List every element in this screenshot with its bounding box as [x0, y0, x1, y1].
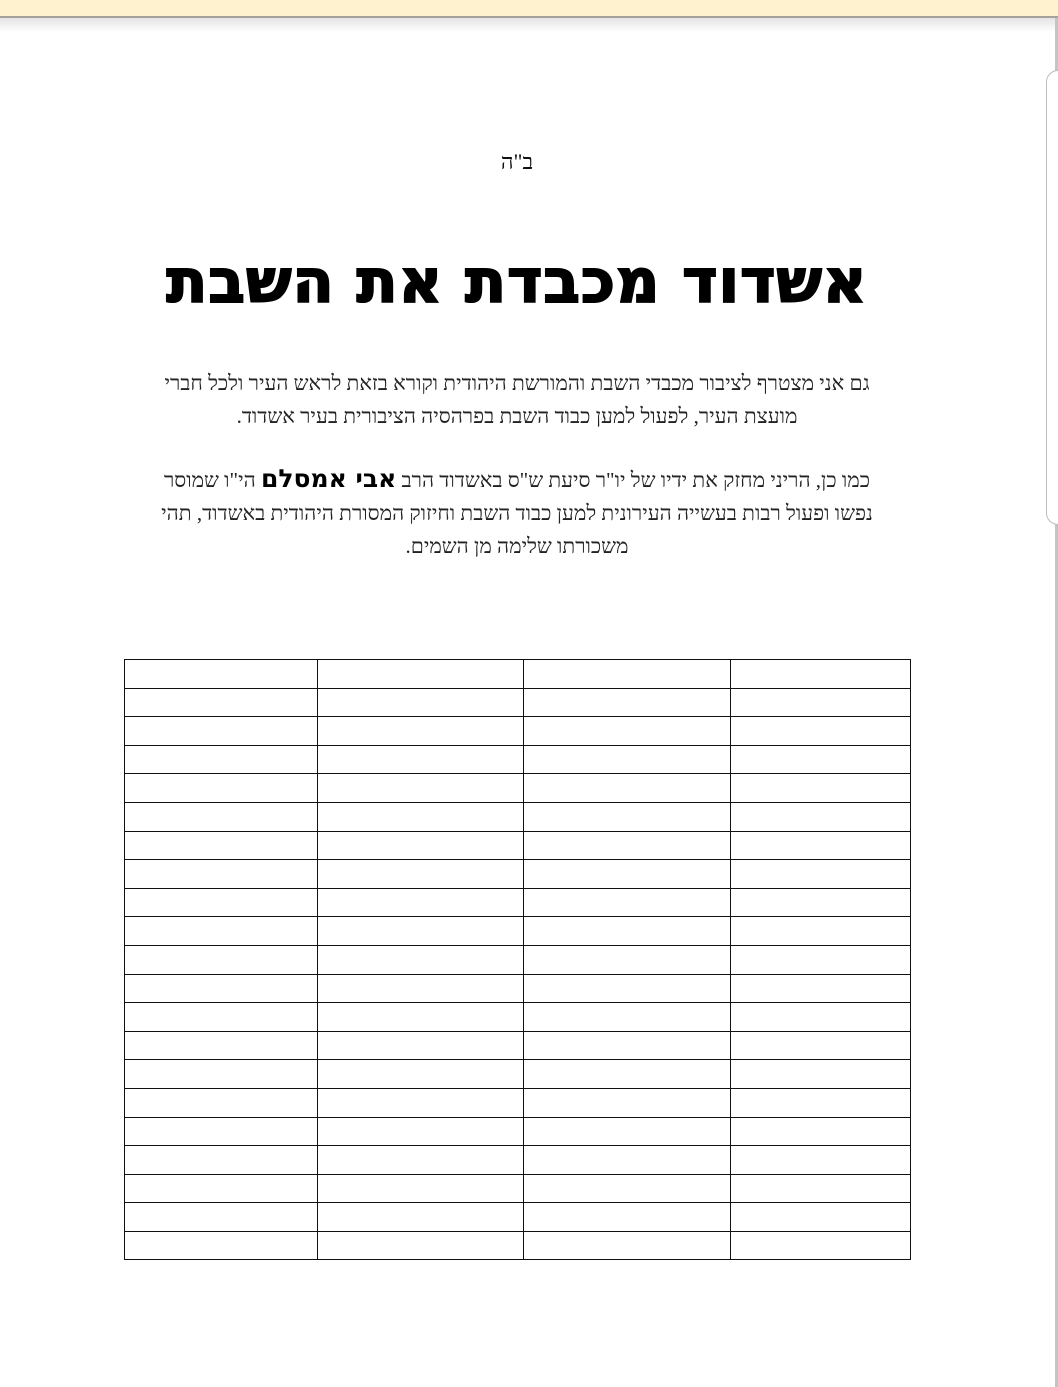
signature-cell[interactable] — [731, 945, 911, 974]
signature-cell[interactable] — [125, 802, 318, 831]
signature-cell[interactable] — [524, 1203, 731, 1232]
table-row — [125, 774, 911, 803]
signature-cell[interactable] — [524, 1231, 731, 1260]
scrollbar-thumb[interactable] — [1046, 70, 1058, 525]
signature-cell[interactable] — [318, 1117, 524, 1146]
table-row — [125, 860, 911, 889]
signature-cell[interactable] — [318, 1146, 524, 1175]
table-row — [125, 974, 911, 1003]
signature-cell[interactable] — [318, 1060, 524, 1089]
signature-cell[interactable] — [731, 802, 911, 831]
signature-cell[interactable] — [318, 1174, 524, 1203]
table-row — [125, 745, 911, 774]
signature-cell[interactable] — [318, 1088, 524, 1117]
signature-cell[interactable] — [125, 1003, 318, 1032]
signature-cell[interactable] — [318, 1031, 524, 1060]
table-row — [125, 1174, 911, 1203]
signature-cell[interactable] — [125, 860, 318, 889]
signature-cell[interactable] — [524, 860, 731, 889]
signature-cell[interactable] — [125, 1146, 318, 1175]
signature-cell[interactable] — [524, 974, 731, 1003]
signature-cell[interactable] — [318, 774, 524, 803]
signature-cell[interactable] — [318, 1003, 524, 1032]
signature-cell[interactable] — [125, 1203, 318, 1232]
signature-cell[interactable] — [524, 917, 731, 946]
signature-cell[interactable] — [125, 745, 318, 774]
signature-cell[interactable] — [125, 1088, 318, 1117]
signature-cell[interactable] — [731, 1203, 911, 1232]
signature-cell[interactable] — [731, 660, 911, 689]
signature-cell[interactable] — [125, 1117, 318, 1146]
signature-cell[interactable] — [731, 1088, 911, 1117]
signature-cell[interactable] — [125, 660, 318, 689]
table-row — [125, 888, 911, 917]
signature-cell[interactable] — [318, 945, 524, 974]
signature-cell[interactable] — [731, 1146, 911, 1175]
signature-cell[interactable] — [524, 1088, 731, 1117]
signature-cell[interactable] — [524, 717, 731, 746]
table-row — [125, 1117, 911, 1146]
signature-cell[interactable] — [731, 831, 911, 860]
signature-cell[interactable] — [524, 774, 731, 803]
table-row — [125, 1231, 911, 1260]
table-row — [125, 660, 911, 689]
signature-cell[interactable] — [125, 1031, 318, 1060]
signature-cell[interactable] — [125, 1231, 318, 1260]
signature-cell[interactable] — [125, 888, 318, 917]
signature-cell[interactable] — [125, 774, 318, 803]
signature-cell[interactable] — [731, 1060, 911, 1089]
signature-cell[interactable] — [318, 831, 524, 860]
signature-cell[interactable] — [318, 745, 524, 774]
signature-cell[interactable] — [125, 974, 318, 1003]
signature-cell[interactable] — [524, 1174, 731, 1203]
signature-cell[interactable] — [524, 1117, 731, 1146]
signature-cell[interactable] — [125, 831, 318, 860]
table-row — [125, 831, 911, 860]
table-row — [125, 1146, 911, 1175]
signature-cell[interactable] — [524, 1003, 731, 1032]
signature-cell[interactable] — [318, 860, 524, 889]
signature-cell[interactable] — [524, 745, 731, 774]
signature-cell[interactable] — [318, 1231, 524, 1260]
signature-cell[interactable] — [524, 660, 731, 689]
document-title: אשדוד מכבדת את השבת — [166, 247, 868, 317]
paragraph-support-intro: כמו כן, הריני מחזק את ידיו של יו"ר סיעת ש"ס באשדוד הרב — [396, 468, 871, 492]
signature-cell[interactable] — [524, 802, 731, 831]
table-row — [125, 717, 911, 746]
signature-cell[interactable] — [125, 717, 318, 746]
table-row — [125, 945, 911, 974]
signature-cell[interactable] — [731, 717, 911, 746]
signature-cell[interactable] — [731, 1003, 911, 1032]
signature-cell[interactable] — [731, 774, 911, 803]
table-row — [125, 917, 911, 946]
signature-cell[interactable] — [125, 1060, 318, 1089]
paragraph-support-rest: הי"ו שמוסר נפשו ופעול רבות בעשייה העירונית למען כבוד השבת וחיזוק המסורת היהודית באשדוד, תהי משכורתו שלימה מן השמים. — [161, 468, 873, 558]
signature-cell[interactable] — [524, 688, 731, 717]
table-row — [125, 1031, 911, 1060]
signature-cell[interactable] — [524, 945, 731, 974]
signature-table — [124, 659, 911, 1260]
signature-cell[interactable] — [524, 1146, 731, 1175]
signature-cell[interactable] — [524, 831, 731, 860]
signature-cell[interactable] — [125, 945, 318, 974]
signature-cell[interactable] — [318, 688, 524, 717]
signature-cell[interactable] — [318, 1203, 524, 1232]
signature-cell[interactable] — [125, 1174, 318, 1203]
signature-cell[interactable] — [318, 717, 524, 746]
signature-cell[interactable] — [731, 974, 911, 1003]
signature-cell[interactable] — [731, 688, 911, 717]
signature-cell[interactable] — [318, 974, 524, 1003]
signature-cell[interactable] — [125, 917, 318, 946]
signature-cell[interactable] — [731, 1174, 911, 1203]
signature-cell[interactable] — [731, 745, 911, 774]
signature-cell[interactable] — [524, 888, 731, 917]
signature-cell[interactable] — [318, 917, 524, 946]
signature-cell[interactable] — [731, 1031, 911, 1060]
signature-cell[interactable] — [731, 1117, 911, 1146]
table-row — [125, 1060, 911, 1089]
table-row — [125, 1203, 911, 1232]
signature-cell[interactable] — [524, 1031, 731, 1060]
highlighted-name: אבי אמסלם — [260, 464, 397, 493]
paragraph-support — [150, 462, 884, 563]
signature-cell[interactable] — [125, 688, 318, 717]
signature-cell[interactable] — [731, 1231, 911, 1260]
signature-cell[interactable] — [318, 660, 524, 689]
signature-cell[interactable] — [318, 888, 524, 917]
signature-cell[interactable] — [318, 802, 524, 831]
header-mark: ב"ה — [500, 149, 534, 174]
signature-cell[interactable] — [731, 888, 911, 917]
signature-cell[interactable] — [731, 917, 911, 946]
signature-cell[interactable] — [731, 860, 911, 889]
signature-cell[interactable] — [524, 1060, 731, 1089]
table-row — [125, 1003, 911, 1032]
table-row — [125, 802, 911, 831]
table-row — [125, 688, 911, 717]
table-row — [125, 1088, 911, 1117]
paragraph-call-to-action: גם אני מצטרף לציבור מכבדי השבת והמורשת היהודית וקורא בזאת לראש העיר ולכל חברי מועצת העיר, לפעול למען כבוד השבת בפרהסיה הציבורית בעיר אשדוד. — [164, 371, 870, 428]
